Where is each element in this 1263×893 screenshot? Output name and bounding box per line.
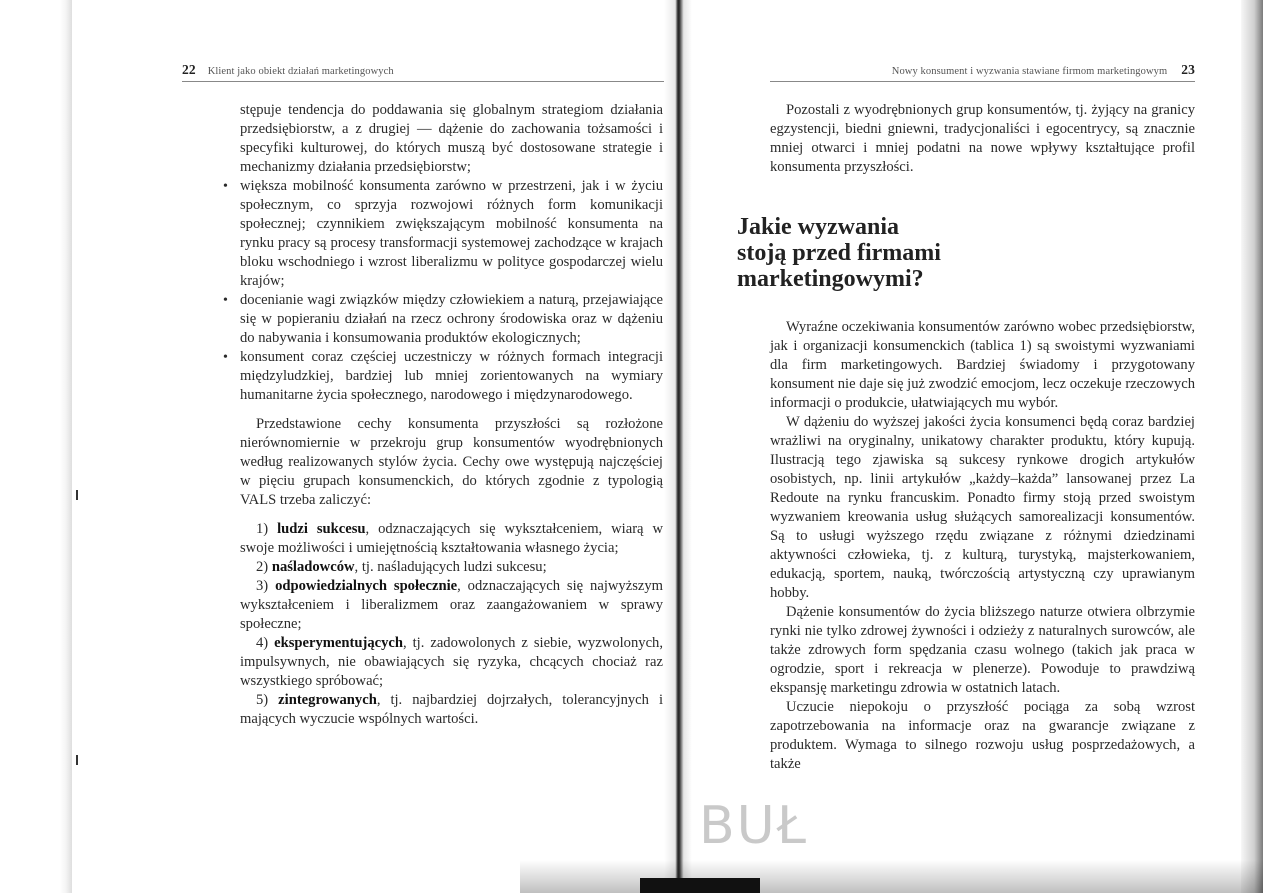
right-running-head-title: Nowy konsument i wyzwania stawiane firmom marketingowym (891, 66, 1168, 77)
bullet-icon: • (223, 179, 228, 194)
right-page-body (770, 318, 1195, 774)
list-item: 3) odpowiedzialnych społecznie, odznaczających się najwyższym wykształceniem i liberalizmem oraz zaangażowaniem w sprawy społeczne; (240, 578, 663, 632)
right-page-intro: Pozostali z wyodrębnionych grup konsumentów, tj. żyjący na granicy egzystencji, biedni gniewni, tradycjonaliści i egocentrycy, są znacznie mniej otwarci i mniej podatni na nowe wpływy kształtujące profil konsumenta przyszłości. (770, 102, 1195, 175)
library-stamp: BUŁ (699, 796, 808, 856)
vals-intro-paragraph: Przedstawione cechy konsumenta przyszłości są rozłożone nierównomiernie w przekroju grup konsumentów wyodrębnionych według realizowanych stylów życia. Cechy owe występują najczęściej w pięciu grupach konsumenckich, do których zgodnie z typologią VALS trzeba zaliczyć: (240, 416, 663, 508)
paragraph: Dążenie konsumentów do życia bliższego naturze otwiera olbrzymie rynki nie tylko zdrowej żywności i odzieży z naturalnych surowców, ale także zdrowych form spędzania czasu wolnego (takich jak praca w ogrodzie, sport i rekreacja w plenerze). Powoduje to prawdziwą ekspansję marketingu zdrowia w ostatnich latach. (770, 604, 1195, 696)
right-page-number: 23 (1181, 62, 1195, 77)
continued-text: stępuje tendencja do poddawania się globalnym strategiom działania przedsiębiorstw, a z drugiej — dążenie do zachowania tożsamości i specyfiki kulturowej, do których muszą być dostosowane strategie i mechanizmy działania przedsiębiorstw; (240, 102, 663, 175)
list-item: • większa mobilność konsumenta zarówno w przestrzeni, jak i w życiu społecznym, co sprzyja rozwojowi różnych form komunikacji społecznej; czynnikiem zwiększającym mobilność konsumenta na rynku pracy są procesy transformacji systemowej zachodzące w krajach bloku wschodniego i wzrost liberalizmu w polityce gospodarczej wielu krajów; (223, 178, 663, 289)
left-page-number: 22 (182, 62, 196, 77)
section-heading: Jakie wyzwania stoją przed firmami marketingowymi? (737, 214, 941, 292)
list-item: • docenianie wagi związków między człowiekiem a naturą, przejawiające się w popieraniu działań na rzecz ochrony środowiska oraz w dążeniu do nabywania i konsumowania produktów ekologicznych; (223, 292, 663, 346)
margin-mark (76, 490, 78, 500)
scan-corner-shadow (640, 878, 760, 893)
list-item: • konsument coraz częściej uczestniczy w różnych formach integracji międzyludzkiej, bardziej lub mniej zorientowanych na wymiary humanitarne życia społecznego, narodowego i międzynarodowego. (223, 349, 663, 403)
paragraph: W dążeniu do wyższej jakości życia konsumenci będą coraz bardziej wrażliwi na oryginalny, unikatowy charakter produktu, który kupują. Ilustracją tego zjawiska są sukcesy rynkowe drogich artykułów osobistych, np. linii artykułów „każdy–każda” lansowanej przez La Redoute na rynku francuskim. Ponadto firmy stoją przed swoistym wyzwaniem kreowania usług służących samorealizacji konsumentów. Są to usługi wyższego rzędu związane z różnymi dziedzinami aktywności człowieka, tj. z kulturą, turystyką, majsterkowaniem, edukacją, sportem, nauką, twórczością artystyczną czy uprawianym hobby. (770, 414, 1195, 601)
right-running-head (770, 62, 1195, 82)
list-item: 4) eksperymentujących, tj. zadowolonych z siebie, wyzwolonych, impulsywnych, nie obawiających się ryzyka, chcących chociaż raz wszystkiego spróbować; (240, 635, 663, 689)
bullet-icon: • (223, 293, 228, 308)
scan-right-edge (1241, 0, 1263, 893)
list-item: 2) naśladowców, tj. naśladujących ludzi sukcesu; (256, 559, 547, 575)
scan-left-margin (0, 0, 72, 893)
paragraph: Wyraźne oczekiwania konsumentów zarówno wobec przedsiębiorstw, jak i organizacji konsumenckich (tablica 1) są swoistymi wyzwaniami dla firm marketingowych. Bardziej świadomy i przygotowany konsument nie daje się już zwodzić emocjom, lecz oczekuje rzeczowych informacji o produkcie, ułatwiających mu wybór. (770, 319, 1195, 411)
list-item: 1) ludzi sukcesu, odznaczających się wykształceniem, wiarą w swoje możliwości i umiejętnością kształtowania własnego życia; (240, 521, 663, 556)
left-running-head-title: Klient jako obiekt działań marketingowych (207, 66, 394, 77)
left-running-head (182, 62, 664, 82)
bullet-icon: • (223, 350, 228, 365)
paragraph: Uczucie niepokoju o przyszłość pociąga za sobą wzrost zapotrzebowania na informacje oraz na gwarancje związane z produktem. Wymaga to silnego rozwoju usług posprzedażowych, a także (770, 699, 1195, 772)
feature-bullet-list (223, 177, 663, 405)
margin-mark (76, 755, 78, 765)
vals-group-list (240, 520, 663, 729)
book-gutter (664, 0, 692, 893)
scan-bottom-shadow (520, 860, 1263, 893)
list-item: 5) zintegrowanych, tj. najbardziej dojrzałych, tolerancyjnych i mających wyczucie wspólnych wartości. (240, 692, 663, 727)
left-page-body (223, 101, 663, 729)
